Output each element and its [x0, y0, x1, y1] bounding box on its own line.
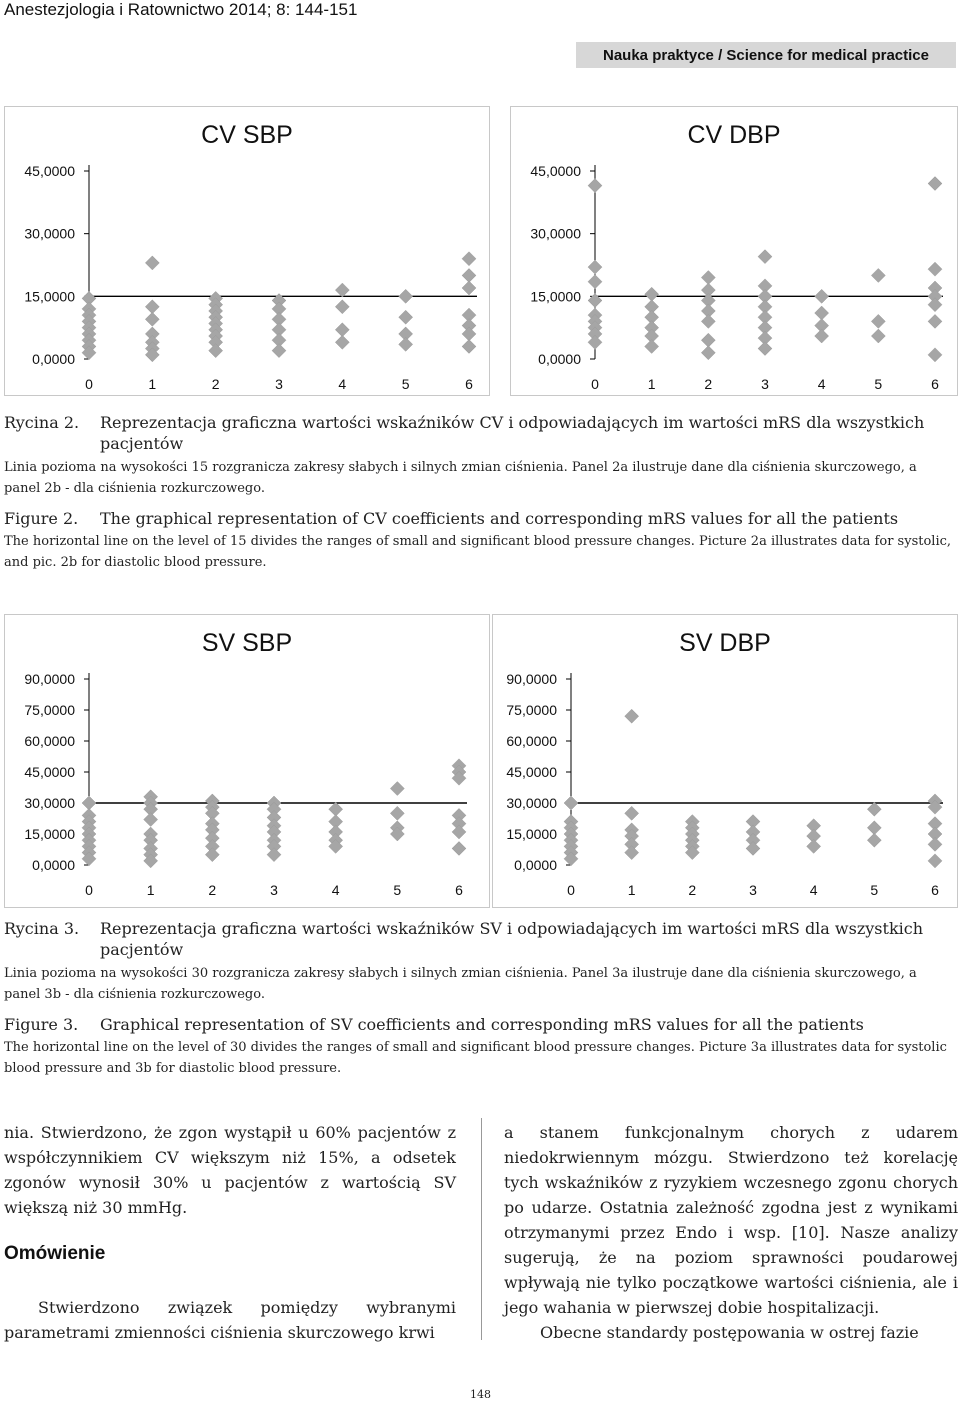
y-tick-label: 90,0000	[24, 671, 75, 687]
x-tick-label: 6	[931, 376, 939, 392]
figure2-pl-label: Rycina 2.	[4, 413, 80, 432]
left-column-paragraph-2: Stwierdzono związek pomiędzy wybranymi parametrami zmienności ciśnienia skurczowego krwi	[4, 1298, 456, 1342]
data-point	[145, 300, 159, 314]
data-point	[588, 294, 602, 308]
figure2-en-title: The graphical representation of CV coefficients and corresponding mRS values for all the patients	[100, 509, 899, 528]
x-tick-label: 3	[270, 882, 278, 898]
data-point	[335, 300, 349, 314]
x-tick-label: 5	[874, 376, 883, 392]
x-tick-label: 5	[401, 376, 410, 392]
x-tick-label: 4	[331, 882, 340, 898]
x-tick-label: 0	[567, 882, 575, 898]
section-title: Nauka praktyce / Science for medical practice	[603, 46, 929, 64]
data-point	[928, 177, 942, 191]
data-point	[399, 289, 413, 303]
x-tick-label: 1	[627, 882, 636, 898]
x-tick-label: 0	[85, 376, 93, 392]
data-point	[335, 335, 349, 349]
data-point	[452, 841, 466, 855]
chart-title: SV SBP	[201, 629, 293, 657]
data-point	[462, 339, 476, 353]
figure2-en-heading	[4, 508, 956, 529]
chart-panel-sv-dbp	[492, 614, 958, 908]
data-point	[272, 344, 286, 358]
y-tick-label: 15,0000	[24, 288, 75, 305]
data-point	[625, 709, 639, 723]
x-tick-label: 6	[455, 882, 463, 898]
x-tick-label: 2	[704, 376, 713, 392]
x-tick-label: 5	[393, 882, 402, 898]
x-tick-label: 5	[870, 882, 879, 898]
data-point	[335, 283, 349, 297]
figure3-en-heading	[4, 1014, 956, 1035]
x-tick-label: 1	[146, 882, 155, 898]
data-point	[588, 179, 602, 193]
left-column-paragraph-1: nia. Stwierdzono, że zgon wystąpił u 60% pacjentów z współczynnikiem CV większym niż 15%, a odsetek zgonów wynosił 30% u pacjentów z wartością SV większą niż 30 mmHg.	[4, 1123, 456, 1217]
data-point	[462, 281, 476, 295]
figure2-caption	[4, 412, 956, 573]
figure3-pl-heading	[4, 918, 956, 960]
x-tick-label: 3	[749, 882, 757, 898]
chart-cv-dbp	[511, 107, 957, 395]
data-point	[746, 841, 760, 855]
data-point	[462, 268, 476, 282]
data-point	[462, 327, 476, 341]
right-column-paragraph-2: Obecne standardy postępowania w ostrej fazie	[540, 1323, 919, 1342]
data-point	[390, 806, 404, 820]
data-point	[82, 796, 96, 810]
data-point	[807, 839, 821, 853]
chart-title: CV SBP	[201, 121, 293, 149]
data-point	[588, 275, 602, 289]
figure3-en-body: The horizontal line on the level of 30 divides the ranges of small and significant blood pressure changes. Picture 3a illustrates data for systolic blood pressure and 3b for diastolic blood pressure.	[4, 1040, 947, 1076]
data-point	[645, 287, 659, 301]
y-tick-label: 15,0000	[530, 288, 581, 305]
data-point	[928, 298, 942, 312]
figure3-en-title: Graphical representation of SV coefficients and corresponding mRS values for all the patients	[100, 1015, 864, 1034]
data-point	[145, 312, 159, 326]
data-point	[267, 848, 281, 862]
figure3-pl-body: Linia pozioma na wysokości 30 rozgranicza zakresy słabych i silnych zmian ciśnienia. Panel 3a ilustruje dane dla ciśnienia skurczowego, a panel 3b - dla ciśnienia rozkurczowego.	[4, 966, 917, 1002]
section-banner	[576, 42, 956, 68]
y-tick-label: 75,0000	[506, 702, 557, 718]
data-point	[399, 310, 413, 324]
data-point	[588, 260, 602, 274]
y-tick-label: 0,0000	[32, 857, 75, 873]
data-point	[815, 306, 829, 320]
chart-panel-cv-dbp	[510, 106, 958, 396]
y-tick-label: 0,0000	[514, 857, 557, 873]
y-tick-label: 45,0000	[24, 163, 75, 179]
data-point	[871, 314, 885, 328]
x-tick-label: 1	[148, 376, 157, 392]
y-tick-label: 60,0000	[506, 733, 557, 749]
data-point	[588, 335, 602, 349]
column-divider	[481, 1118, 482, 1340]
y-tick-label: 90,0000	[506, 671, 557, 687]
x-tick-label: 4	[809, 882, 818, 898]
figure3-caption	[4, 918, 956, 1079]
data-point	[928, 837, 942, 851]
data-point	[625, 806, 639, 820]
figure3-en-label: Figure 3.	[4, 1015, 79, 1034]
journal-header: Anestezjologia i Ratownictwo 2014; 8: 144-151	[4, 0, 358, 19]
x-tick-label: 6	[931, 882, 939, 898]
y-tick-label: 30,0000	[24, 795, 75, 811]
right-column-paragraph-1: a stanem funkcjonalnym chorych z udarem niedokrwiennym mózgu. Stwierdzono też korelację tych wskaźników z ryzykiem wczesnego zgonu chorych po udarze. Ostatnia zależność zgodna jest z wynikami otrzymanymi przez Endo i wsp. [10]. Nasze analizy sugerują, że na poziom sprawności poudarowej wpływają nie tylko początkowe wartości ciśnienia, ale i jego wahania w pierwszej dobie hospitalizacji.	[504, 1123, 958, 1317]
data-point	[399, 337, 413, 351]
data-point	[867, 802, 881, 816]
data-point	[867, 821, 881, 835]
y-tick-label: 45,0000	[506, 764, 557, 780]
x-tick-label: 2	[688, 882, 697, 898]
data-point	[145, 256, 159, 270]
data-point	[928, 314, 942, 328]
data-point	[701, 271, 715, 285]
x-tick-label: 3	[275, 376, 283, 392]
y-tick-label: 45,0000	[24, 764, 75, 780]
x-tick-label: 6	[465, 376, 473, 392]
data-point	[871, 268, 885, 282]
data-point	[701, 333, 715, 347]
data-point	[462, 252, 476, 266]
figure2-pl-title: Reprezentacja graficzna wartości wskaźników CV i odpowiadających im wartości mRS dla wszystkich pacjentów	[100, 413, 925, 453]
data-point	[144, 813, 158, 827]
figure3-pl-title: Reprezentacja graficzna wartości wskaźników SV i odpowiadających im wartości mRS dla wszystkich pacjentów	[100, 919, 924, 959]
chart-title: CV DBP	[687, 121, 781, 149]
data-point	[209, 344, 223, 358]
figure3-pl-label: Rycina 3.	[4, 919, 80, 938]
section-heading: Omówienie	[4, 1243, 106, 1264]
x-tick-label: 1	[647, 376, 656, 392]
page-number: 148	[470, 1388, 491, 1401]
x-tick-label: 3	[761, 376, 769, 392]
x-tick-label: 0	[85, 882, 93, 898]
y-tick-label: 15,0000	[506, 826, 557, 842]
y-tick-label: 75,0000	[24, 702, 75, 718]
y-tick-label: 30,0000	[24, 225, 75, 242]
chart-sv-sbp	[5, 615, 489, 907]
data-point	[928, 854, 942, 868]
y-tick-label: 60,0000	[24, 733, 75, 749]
data-point	[564, 796, 578, 810]
chart-title: SV DBP	[679, 629, 771, 657]
y-tick-label: 30,0000	[506, 795, 557, 811]
chart-panel-cv-sbp	[4, 106, 490, 396]
x-tick-label: 4	[817, 376, 826, 392]
data-point	[452, 825, 466, 839]
x-tick-label: 2	[211, 376, 220, 392]
chart-panel-sv-sbp	[4, 614, 490, 908]
x-tick-label: 0	[591, 376, 599, 392]
data-point	[758, 342, 772, 356]
data-point	[928, 262, 942, 276]
y-tick-label: 45,0000	[530, 163, 581, 179]
data-point	[645, 339, 659, 353]
data-point	[701, 346, 715, 360]
y-tick-label: 30,0000	[530, 225, 581, 242]
data-point	[329, 802, 343, 816]
x-tick-label: 2	[208, 882, 217, 898]
data-point	[815, 329, 829, 343]
chart-sv-dbp	[493, 615, 957, 907]
x-tick-label: 4	[338, 376, 347, 392]
y-tick-label: 0,0000	[32, 351, 75, 367]
figure2-pl-heading	[4, 412, 956, 454]
data-point	[335, 323, 349, 337]
y-tick-label: 0,0000	[538, 351, 581, 367]
data-point	[205, 848, 219, 862]
figure2-pl-body: Linia pozioma na wysokości 15 rozgranicza zakresy słabych i silnych zmian ciśnienia. Panel 2a ilustruje dane dla ciśnienia skurczowego, a panel 2b - dla ciśnienia rozkurczowego.	[4, 460, 917, 496]
data-point	[390, 782, 404, 796]
data-point	[758, 250, 772, 264]
chart-cv-sbp	[5, 107, 489, 395]
y-tick-label: 15,0000	[24, 826, 75, 842]
data-point	[928, 348, 942, 362]
data-point	[867, 833, 881, 847]
figure2-en-body: The horizontal line on the level of 15 divides the ranges of small and significant blood pressure changes. Picture 2a illustrates data for systolic, and pic. 2b for diastolic blood pressure.	[4, 534, 952, 570]
figure2-en-label: Figure 2.	[4, 509, 79, 528]
data-point	[701, 314, 715, 328]
data-point	[625, 846, 639, 860]
data-point	[815, 289, 829, 303]
data-point	[871, 329, 885, 343]
